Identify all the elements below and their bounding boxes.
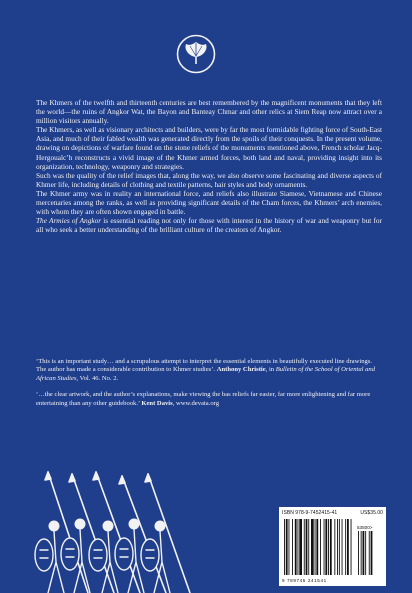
barcode-bar xyxy=(345,519,346,575)
barcode-bar xyxy=(315,519,316,575)
barcode-bar xyxy=(330,519,332,575)
paragraph-5-rest: is essential reading not only for those with interest in the history of war and weaponry but for all who seek a better understanding of the brilliant culture of the creators of Angkor. xyxy=(36,216,382,235)
ginkgo-leaf-icon xyxy=(176,34,216,74)
barcode-addon-bar xyxy=(361,531,362,575)
barcode-label xyxy=(279,507,386,586)
barcode-bar xyxy=(295,519,297,575)
barcode-bar xyxy=(337,519,338,575)
barcode-bar xyxy=(298,519,299,575)
barcode-bar xyxy=(299,519,302,575)
barcode-bar xyxy=(289,519,290,575)
price-text: US$35.00 xyxy=(360,510,383,516)
barcode-bar xyxy=(325,519,327,575)
price-code: 53500> xyxy=(357,525,373,530)
barcode-addon-bar xyxy=(369,531,370,575)
description-text xyxy=(36,98,382,234)
barcode-addon-bar xyxy=(365,531,366,575)
ean-digits: 9 789745 241541 xyxy=(282,578,327,583)
barcode-bar xyxy=(324,519,325,575)
barcode-bar xyxy=(334,519,335,575)
khmer-warriors-illustration xyxy=(30,470,230,593)
barcode-bar xyxy=(304,519,305,575)
quote-1-author: Anthony Christie xyxy=(216,366,266,374)
paragraph-4: The Khmer army was in reality an international force, and reliefs also illustrate Siamese, Vietnamese and Chinese mercenaries among the ranks, as well as providing significant details of the Cham forces, the Khmers’ arch enemies, with whom they are often shown engaged in battle. xyxy=(36,188,382,217)
quote-1-in: , in xyxy=(265,366,276,374)
barcode-bar xyxy=(316,519,318,575)
barcode-bar xyxy=(342,519,343,575)
barcode-bar xyxy=(328,519,329,575)
barcode-bar xyxy=(308,519,309,575)
barcode-addon-bar xyxy=(363,531,365,575)
review-quotes xyxy=(36,358,382,416)
barcode-bar xyxy=(320,519,321,575)
book-title: The Armies of Angkor xyxy=(36,216,102,226)
isbn-text: ISBN 978-9-7452415-41 xyxy=(282,510,338,516)
barcode-bar xyxy=(306,519,308,575)
paragraph-2: The Khmers, as well as visionary architects and builders, were by far the most formidable fighting force of South-East Asia, and much of their fabled wealth was generated directly from the spoils of their conquests. In the present volume, drawing on depictions of warfare found on the stone reliefs of the monuments mentioned above, French scholar Jacq-Hergoualc’h reconstructs a vivid image of the Khmer armed forces, both land and naval, providing insight into its organization, technology, weaponry and strategies. xyxy=(36,125,382,171)
quote-2-text: ‘…the clear artwork, and the author’s explanations, make viewing the bas reliefs far easier, far more enlightening and far more entertaining than any other guidebook.’ xyxy=(36,391,371,407)
barcode-bar xyxy=(311,519,314,575)
barcode-addon-bar xyxy=(358,531,359,575)
quote-2 xyxy=(36,391,382,408)
quote-2-author: Kent Davis xyxy=(141,399,173,407)
quote-2-site: , www.devata.org xyxy=(172,399,220,407)
paragraph-3: Such was the quality of the relief images that, along the way, we also observe some fascinating and diverse aspects of Khmer life, including details of clothing and textile patterns, hair styles and body ornaments. xyxy=(36,170,382,189)
barcode-bar xyxy=(347,519,349,575)
quote-1-source: Bulletin of the School of Oriental and African Studies xyxy=(36,366,375,382)
paragraph-1: The Khmers of the twelfth and thirteenth centuries are best remembered by the magnificent monuments that they left the world—the ruins of Angkor Wat, the Bayon and Banteay Chmar and other relics at Siem Reap now attract over a million visitors annually. xyxy=(36,98,382,126)
paragraph-5 xyxy=(36,216,382,234)
barcode-bar xyxy=(286,519,288,575)
barcode-addon-bar xyxy=(371,531,373,575)
quote-1-ref: , Vol. 46. No. 2. xyxy=(76,374,119,382)
barcode-bar xyxy=(339,519,340,575)
quote-1 xyxy=(36,358,382,383)
quote-1-text: ‘This is an important study… and a scrupulous attempt to interpret the essential elements in beautifully executed line drawings. The author has made a considerable contribution to Khmer studies’. xyxy=(36,358,373,374)
barcode-bar xyxy=(351,519,352,575)
barcode-bar xyxy=(284,519,285,575)
barcode-bar xyxy=(292,519,293,575)
